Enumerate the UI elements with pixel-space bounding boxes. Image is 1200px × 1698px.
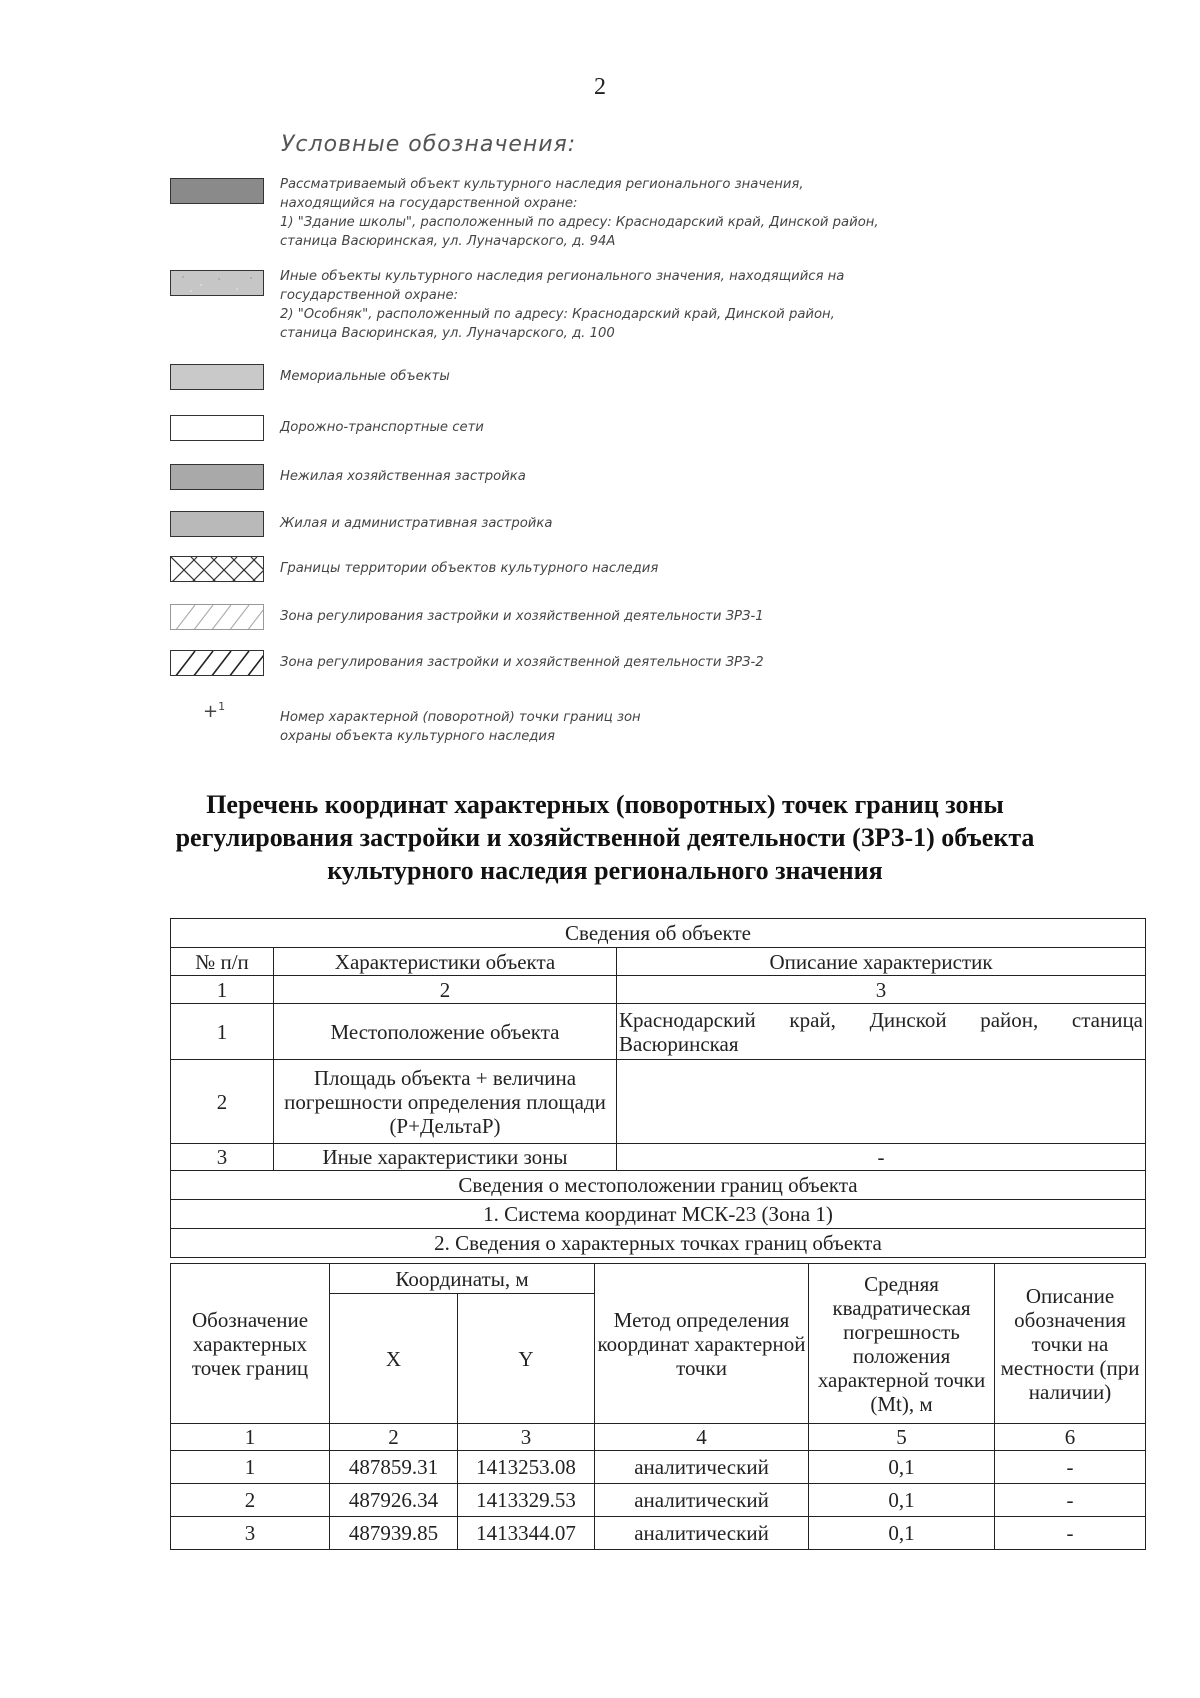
column-number: 5 [809,1424,995,1451]
legend-text-line: государственной охране: [280,288,459,303]
legend-text-line: Номер характерной (поворотной) точки границ зон [280,710,641,725]
header-coords: Координаты, м [330,1264,595,1294]
header-designation: Обозначение характерных точек границ [171,1264,330,1424]
dark-gray-fill-icon [170,178,264,204]
table-row [171,1484,1146,1517]
header-method: Метод определения координат характерной точки [595,1264,809,1424]
location-header: Сведения о местоположении границ объекта [171,1171,1146,1200]
document-title-line: регулирования застройки и хозяйственной деятельности (ЗРЗ-1) объекта [175,823,1035,852]
object-info-table [170,918,1146,1258]
column-number: 1 [171,976,274,1004]
legend-text-line: Зона регулирования застройки и хозяйственной деятельности ЗРЗ-1 [280,609,764,624]
legend-text-line: Мемориальные объекты [280,369,450,384]
column-number: 6 [995,1424,1146,1451]
point-method: аналитический [595,1484,809,1517]
legend-text-line: Зона регулирования застройки и хозяйственной деятельности ЗРЗ-2 [280,655,764,670]
legend-text-line: охраны объекта культурного наследия [280,729,555,744]
header-y: Y [458,1294,595,1424]
legend-text-line: Нежилая хозяйственная застройка [280,469,526,484]
legend-text-line: Рассматриваемый объект культурного наследия регионального значения, [280,177,804,192]
legend-text-line: станица Васюринская, ул. Луначарского, д. 100 [280,326,615,341]
point-description: - [995,1517,1146,1550]
column-number: 3 [458,1424,595,1451]
point-x: 487859.31 [330,1451,458,1484]
coord-system: 1. Система координат МСК-23 (Зона 1) [171,1200,1146,1229]
table-row [171,1451,1146,1484]
legend-text-line: Иные объекты культурного наследия регионального значения, находящийся на [280,269,845,284]
legend-text-line: 1) "Здание школы", расположенный по адресу: Краснодарский край, Динской район, [280,215,879,230]
point-y: 1413344.07 [458,1517,595,1550]
plus-marker-icon: +$^1$ [203,700,226,722]
residential-gray-fill-icon [170,511,264,537]
legend-text-line: станица Васюринская, ул. Луначарского, д. 94А [280,234,616,249]
document-title-line: культурного наследия регионального значения [327,856,883,885]
row-number: 3 [171,1144,274,1171]
column-number: 1 [171,1424,330,1451]
point-mt: 0,1 [809,1451,995,1484]
page-number: 2 [594,74,606,100]
point-mt: 0,1 [809,1484,995,1517]
column-number: 2 [330,1424,458,1451]
white-fill-icon [170,415,264,441]
row-name: Площадь объекта + величина погрешности определения площади (Р+ДельтаР) [274,1060,617,1144]
legend-text-line: находящийся на государственной охране: [280,196,578,211]
point-number: 2 [171,1484,330,1517]
points-header: 2. Сведения о характерных точках границ объекта [171,1229,1146,1258]
row-number: 1 [171,1004,274,1060]
point-mt: 0,1 [809,1517,995,1550]
points-table [170,1263,1146,1550]
table-row [171,1004,1146,1060]
column-header: Характеристики объекта [274,948,617,976]
legend-text-line: 2) "Особняк", расположенный по адресу: Краснодарский край, Динской район, [280,307,835,322]
light-gray-fill-icon [170,364,264,390]
header-error: Средняя квадратическая погрешность положения характерной точки (Mt), м [809,1264,995,1424]
column-number: 3 [617,976,1146,1004]
point-x: 487926.34 [330,1484,458,1517]
cross-hatch-icon [170,556,264,582]
point-number: 3 [171,1517,330,1550]
row-name: Местоположение объекта [274,1004,617,1060]
dark-diagonal-hatch-icon [170,650,264,676]
document-title-line: Перечень координат характерных (поворотных) точек границ зоны [206,790,1004,819]
legend-text-line: Дорожно-транспортные сети [280,420,484,435]
object-info-header: Сведения об объекте [171,919,1146,948]
legend-text-line: Границы территории объектов культурного наследия [280,561,659,576]
point-y: 1413253.08 [458,1451,595,1484]
light-diagonal-hatch-icon [170,604,264,630]
column-header: № п/п [171,948,274,976]
gray-fill-icon [170,464,264,490]
point-method: аналитический [595,1451,809,1484]
column-number: 2 [274,976,617,1004]
row-name: Иные характеристики зоны [274,1144,617,1171]
legend-text-line: Жилая и административная застройка [280,516,553,531]
point-description: - [995,1451,1146,1484]
header-x: X [330,1294,458,1424]
row-value [617,1060,1146,1144]
point-description: - [995,1484,1146,1517]
table-row [171,1144,1146,1171]
column-header: Описание характеристик [617,948,1146,976]
speckled-gray-fill-icon [170,270,264,296]
column-number: 4 [595,1424,809,1451]
table-row [171,1060,1146,1144]
table-row [171,1517,1146,1550]
header-description: Описание обозначения точки на местности (при наличии) [995,1264,1146,1424]
row-number: 2 [171,1060,274,1144]
point-method: аналитический [595,1517,809,1550]
row-value: Краснодарский край, Динской район, станица Васюринская [617,1004,1146,1060]
legend-title: Условные обозначения: [281,132,577,157]
point-x: 487939.85 [330,1517,458,1550]
row-value: - [617,1144,1146,1171]
document-title [150,788,1060,887]
point-y: 1413329.53 [458,1484,595,1517]
point-number: 1 [171,1451,330,1484]
